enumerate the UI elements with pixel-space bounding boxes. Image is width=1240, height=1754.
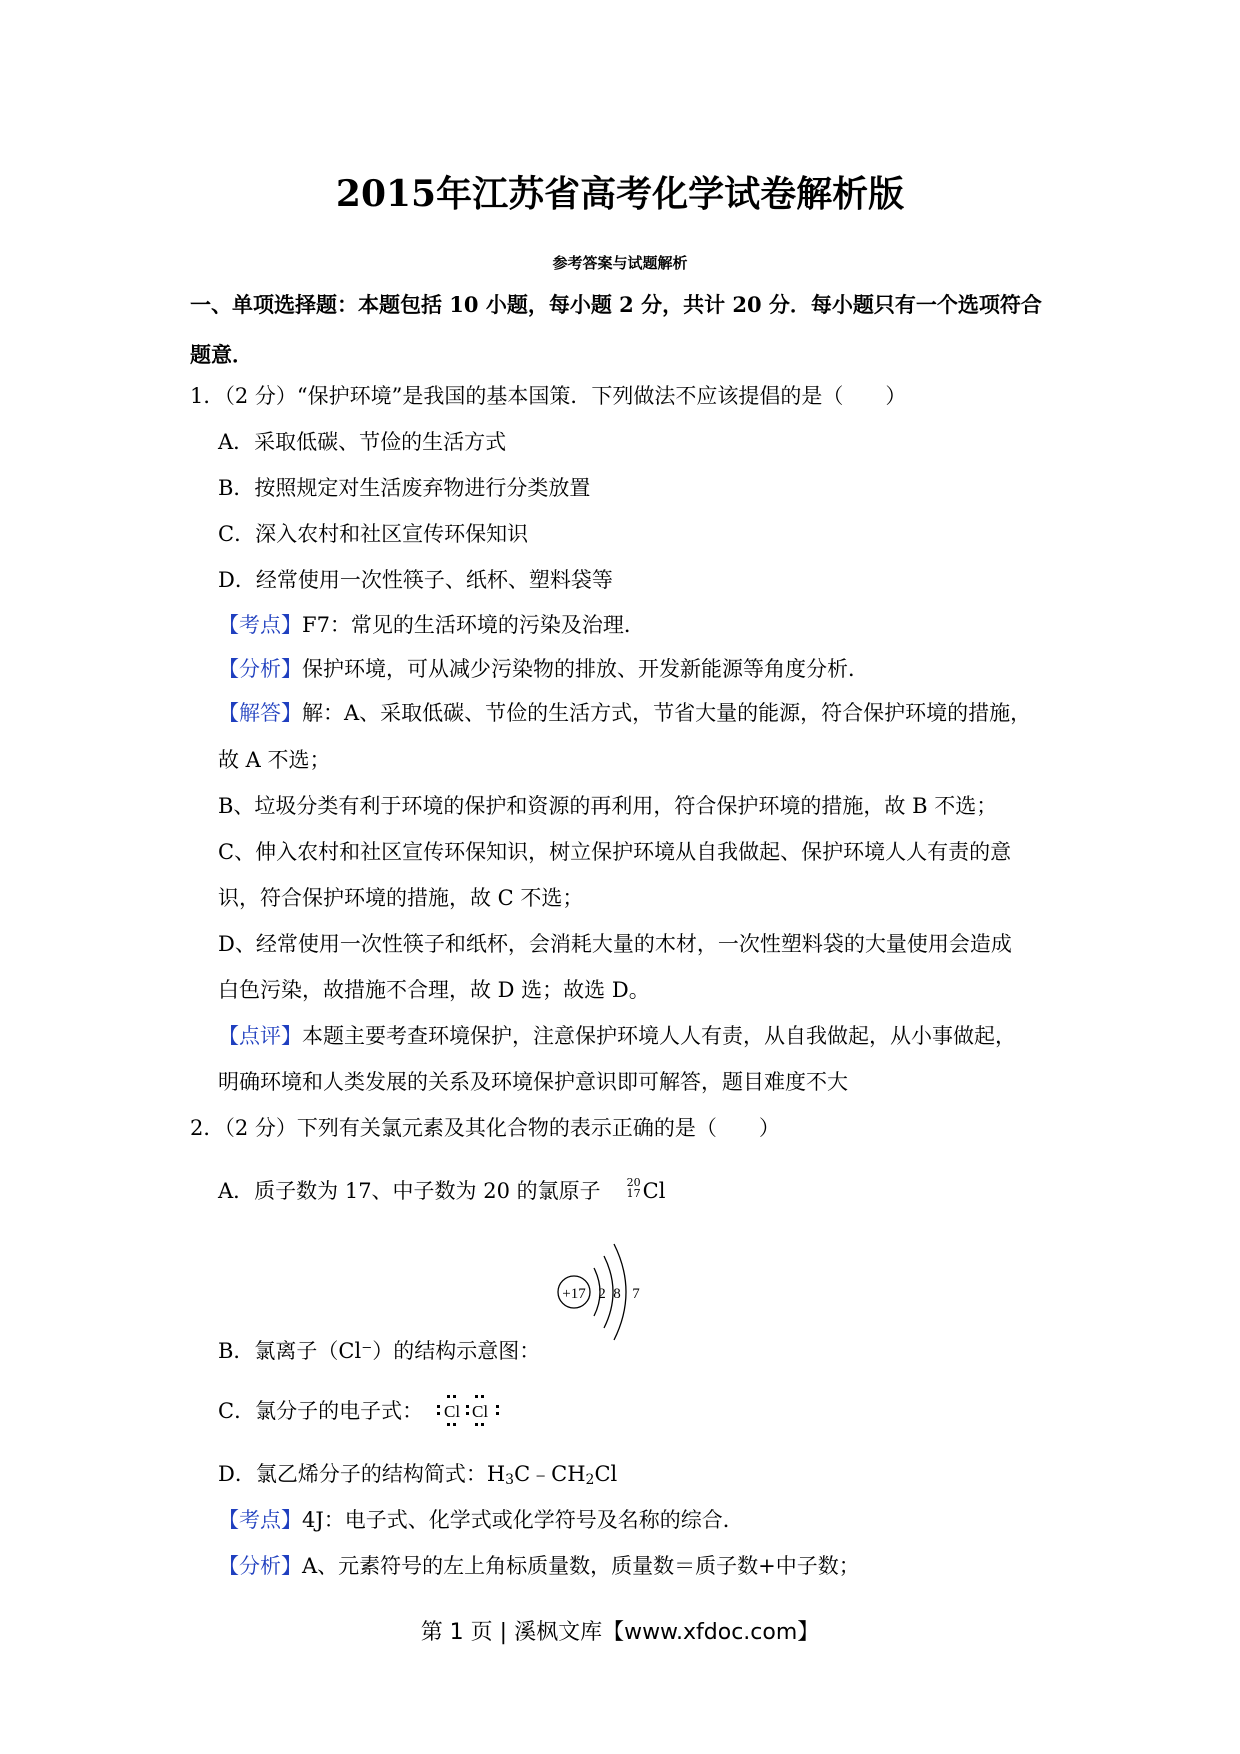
section-heading-line2: 题意． <box>190 342 253 367</box>
nucleus-charge: +17 <box>562 1286 586 1302</box>
isotope-notation <box>623 1177 643 1203</box>
jieda-line: 解：A、采取低碳、节俭的生活方式，节省大量的能源，符合保护环境的措施， <box>302 701 1032 725</box>
dianping-tag: 【点评】 <box>218 1024 302 1048</box>
q1-jieda-line: D、经常使用一次性筷子和纸杯，会消耗大量的木材，一次性塑料袋的大量使用会造成 <box>218 932 1012 956</box>
q2-option-a-text: A．质子数为 17、中子数为 20 的氯原子 <box>218 1179 601 1203</box>
isotope-symbol: Cl <box>642 1179 666 1203</box>
chlorine-electron-dot-formula <box>434 1391 504 1431</box>
q2-stem: 2．（2 分）下列有关氯元素及其化合物的表示正确的是（ ） <box>190 1116 780 1140</box>
jieda-tag: 【解答】 <box>218 701 302 725</box>
optD-suffix: Cl <box>594 1462 618 1486</box>
q1-jieda-line: 识，符合保护环境的措施，故 C 不选； <box>218 886 584 910</box>
q2-kaodian <box>218 1506 744 1534</box>
kaodian-text: 4J：电子式、化学式或化学符号及名称的综合． <box>302 1508 744 1532</box>
q2-option-d <box>218 1460 617 1494</box>
q2-option-c: C．氯分子的电子式： <box>218 1399 424 1423</box>
optD-prefix: D．氯乙烯分子的结构简式：H <box>218 1462 506 1486</box>
q1-stem: 1．（2 分）“保护环境”是我国的基本国策．下列做法不应该提倡的是（ ） <box>190 384 907 408</box>
kaodian-text: F7：常见的生活环境的污染及治理． <box>302 613 645 637</box>
q1-fenxi <box>218 655 869 683</box>
isotope-number: 17 <box>626 1187 641 1200</box>
q1-jieda <box>218 699 1031 727</box>
q2-option-b: B．氯离子（Cl⁻）的结构示意图： <box>218 1339 541 1363</box>
q1-dianping-line: 明确环境和人类发展的关系及环境保护意识即可解答，题目难度不大 <box>218 1070 848 1094</box>
q2-option-a <box>218 1177 665 1205</box>
q1-kaodian <box>218 611 645 639</box>
q1-option-a: A．采取低碳、节俭的生活方式 <box>218 430 507 454</box>
shell-count-2: 8 <box>613 1286 621 1302</box>
page-footer: 第 1 页 | 溪枫文库【www.xfdoc.com】 <box>420 1620 820 1645</box>
fenxi-tag: 【分析】 <box>218 657 302 681</box>
kaodian-tag: 【考点】 <box>218 1508 302 1532</box>
page-subtitle: 参考答案与试题解析 <box>552 254 688 272</box>
q2-fenxi <box>218 1552 860 1580</box>
fenxi-tag: 【分析】 <box>218 1554 302 1578</box>
q1-jieda-line: 白色污染，故措施不合理，故 D 选；故选 D。 <box>218 978 650 1002</box>
page-title: 2015年江苏省高考化学试卷解析版 <box>335 173 905 215</box>
q1-dianping <box>218 1022 1016 1050</box>
kaodian-tag: 【考点】 <box>218 613 302 637</box>
chlorine-atom-2: Cl <box>472 1402 489 1421</box>
dianping-line: 本题主要考查环境保护，注意保护环境人人有责，从自我做起，从小事做起， <box>302 1024 1016 1048</box>
q1-option-c: C．深入农村和社区宣传环保知识 <box>218 522 529 546</box>
isotope-mass: 20 <box>626 1176 641 1189</box>
optD-mid: C﹣CH <box>514 1462 586 1486</box>
chlorine-atom-1: Cl <box>444 1402 461 1421</box>
optD-sub2: 2 <box>585 1472 595 1488</box>
chloride-ion-structure-diagram <box>556 1226 646 1356</box>
q1-option-d: D．经常使用一次性筷子、纸杯、塑料袋等 <box>218 568 613 592</box>
q1-jieda-line: B、垃圾分类有利于环境的保护和资源的再利用，符合保护环境的措施，故 B 不选； <box>218 794 998 818</box>
shell-count-1: 2 <box>598 1286 606 1302</box>
q1-option-b: B．按照规定对生活废弃物进行分类放置 <box>218 476 591 500</box>
fenxi-text: 保护环境，可从减少污染物的排放、开发新能源等角度分析． <box>302 657 869 681</box>
optD-sub1: 3 <box>505 1472 515 1488</box>
fenxi-text: A、元素符号的左上角标质量数，质量数＝质子数+中子数； <box>302 1554 860 1578</box>
q1-jieda-line: C、伸入农村和社区宣传环保知识，树立保护环境从自我做起、保护环境人人有责的意 <box>218 840 1012 864</box>
q1-jieda-line: 故 A 不选； <box>218 748 331 772</box>
section-heading-line1: 一、单项选择题：本题包括 10 小题，每小题 2 分，共计 20 分．每小题只有一个选项符合 <box>190 292 1042 317</box>
shell-count-3: 7 <box>632 1286 640 1302</box>
